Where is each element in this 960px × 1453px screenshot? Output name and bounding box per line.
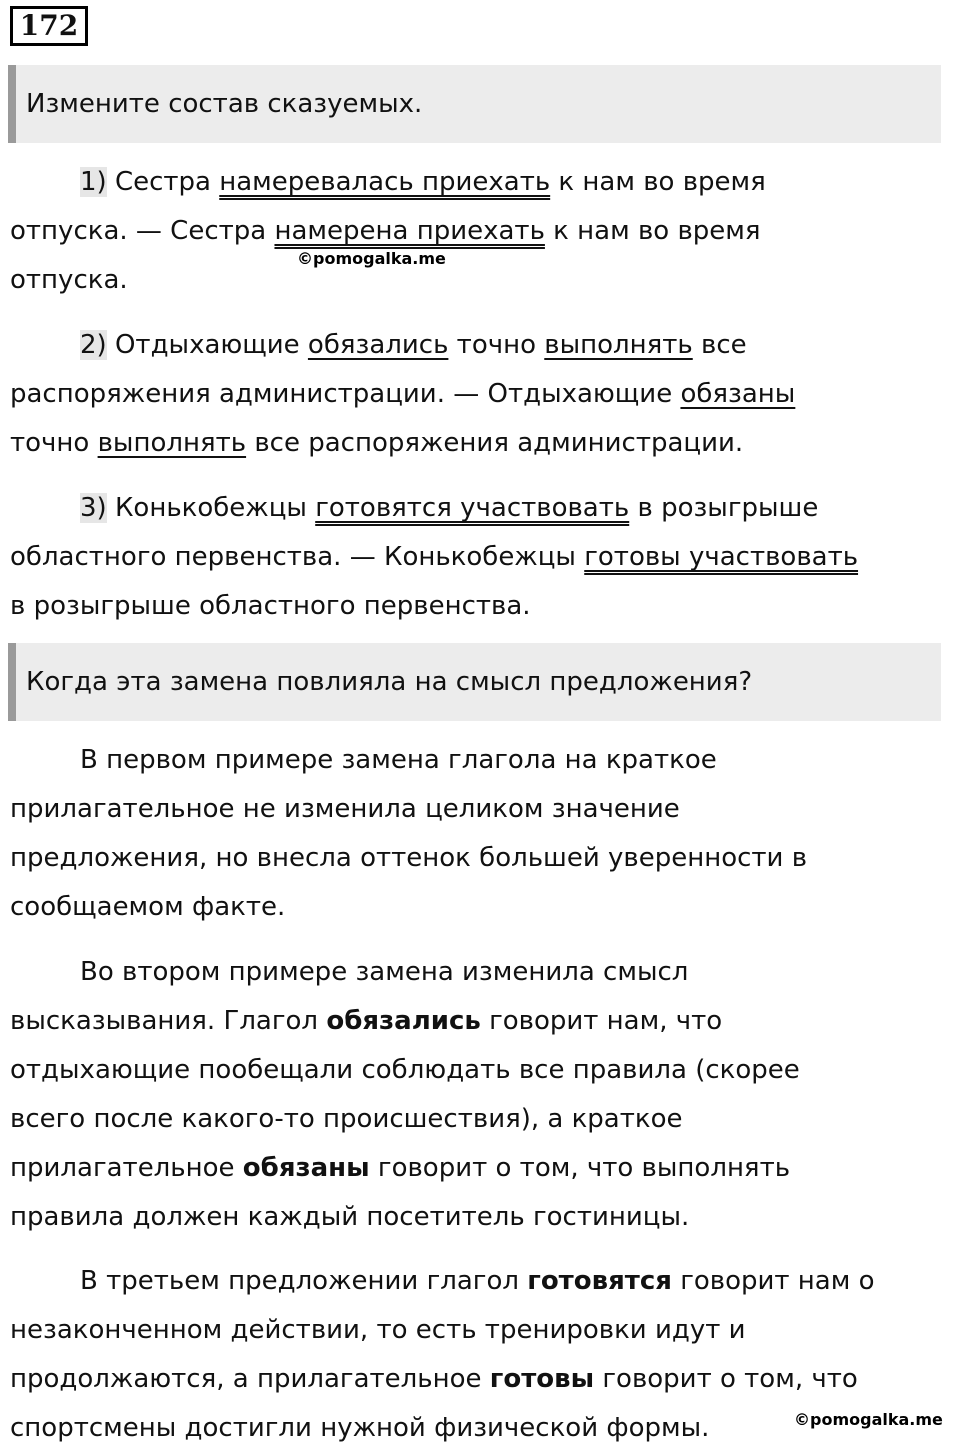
task-header: Измените состав сказуемых.	[8, 65, 941, 143]
text: Во втором примере замена изменила смысл	[80, 957, 689, 987]
example-3	[10, 484, 955, 631]
task-number: 172	[10, 6, 88, 46]
text: отдыхающие пообещали соблюдать все правила (скорее	[10, 1055, 800, 1085]
watermark: ©pomogalka.me	[297, 249, 446, 268]
text: говорит нам, что	[480, 1006, 723, 1036]
predicate: обязаны	[680, 379, 796, 409]
text: спортсмены достигли нужной физической формы.	[10, 1413, 710, 1443]
watermark: ©pomogalka.me	[794, 1410, 943, 1429]
question-header: Когда эта замена повлияла на смысл предложения?	[8, 643, 941, 721]
predicate: выполнять	[544, 330, 693, 360]
answer-paragraph-1	[10, 736, 955, 932]
text: говорит о том, что	[594, 1364, 858, 1394]
predicate: готовы участвовать	[584, 542, 859, 572]
example-1	[10, 158, 955, 305]
text: прилагательное не изменила целиком значение	[10, 794, 680, 824]
text: распоряжения администрации. — Отдыхающие	[10, 379, 681, 409]
text: все	[692, 330, 747, 360]
text: Отдыхающие	[106, 330, 308, 360]
predicate: намерена приехать	[274, 216, 545, 246]
item-number: 2)	[80, 330, 107, 360]
text: Сестра	[106, 167, 220, 197]
text: незаконченном действии, то есть тренировки идут и	[10, 1315, 746, 1345]
text: в розыгрыше	[629, 493, 819, 523]
answer-paragraph-2	[10, 948, 955, 1242]
text: говорит о том, что выполнять	[369, 1153, 791, 1183]
text: отпуска.	[10, 265, 128, 295]
example-2	[10, 321, 955, 468]
text: В первом примере замена глагола на краткое	[80, 745, 717, 775]
bold-term: обязались	[326, 1006, 481, 1036]
text: В третьем предложении глагол	[80, 1266, 528, 1296]
bold-term: обязаны	[242, 1153, 370, 1183]
item-number: 1)	[80, 167, 107, 197]
text: продолжаются, а прилагательное	[10, 1364, 490, 1394]
text: прилагательное	[10, 1153, 243, 1183]
text: точно	[10, 428, 98, 458]
text: в розыгрыше областного первенства.	[10, 591, 531, 621]
bold-term: готовы	[489, 1364, 595, 1394]
text: все распоряжения администрации.	[246, 428, 744, 458]
text: областного первенства. — Конькобежцы	[10, 542, 585, 572]
predicate: готовятся участвовать	[315, 493, 630, 523]
item-number: 3)	[80, 493, 107, 523]
predicate: намеревалась приехать	[219, 167, 551, 197]
predicate: обязались	[307, 330, 449, 360]
text: отпуска. — Сестра	[10, 216, 275, 246]
text: Конькобежцы	[106, 493, 316, 523]
text: говорит нам о	[671, 1266, 875, 1296]
text: точно	[448, 330, 545, 360]
text: сообщаемом факте.	[10, 892, 286, 922]
text: к нам во время	[544, 216, 761, 246]
predicate: выполнять	[97, 428, 247, 458]
text: правила должен каждый посетитель гостиницы.	[10, 1202, 690, 1232]
text: всего после какого-то происшествия), а краткое	[10, 1104, 683, 1134]
text: предложения, но внесла оттенок большей уверенности в	[10, 843, 808, 873]
text: высказывания. Глагол	[10, 1006, 327, 1036]
bold-term: готовятся	[527, 1266, 672, 1296]
text: к нам во время	[550, 167, 766, 197]
